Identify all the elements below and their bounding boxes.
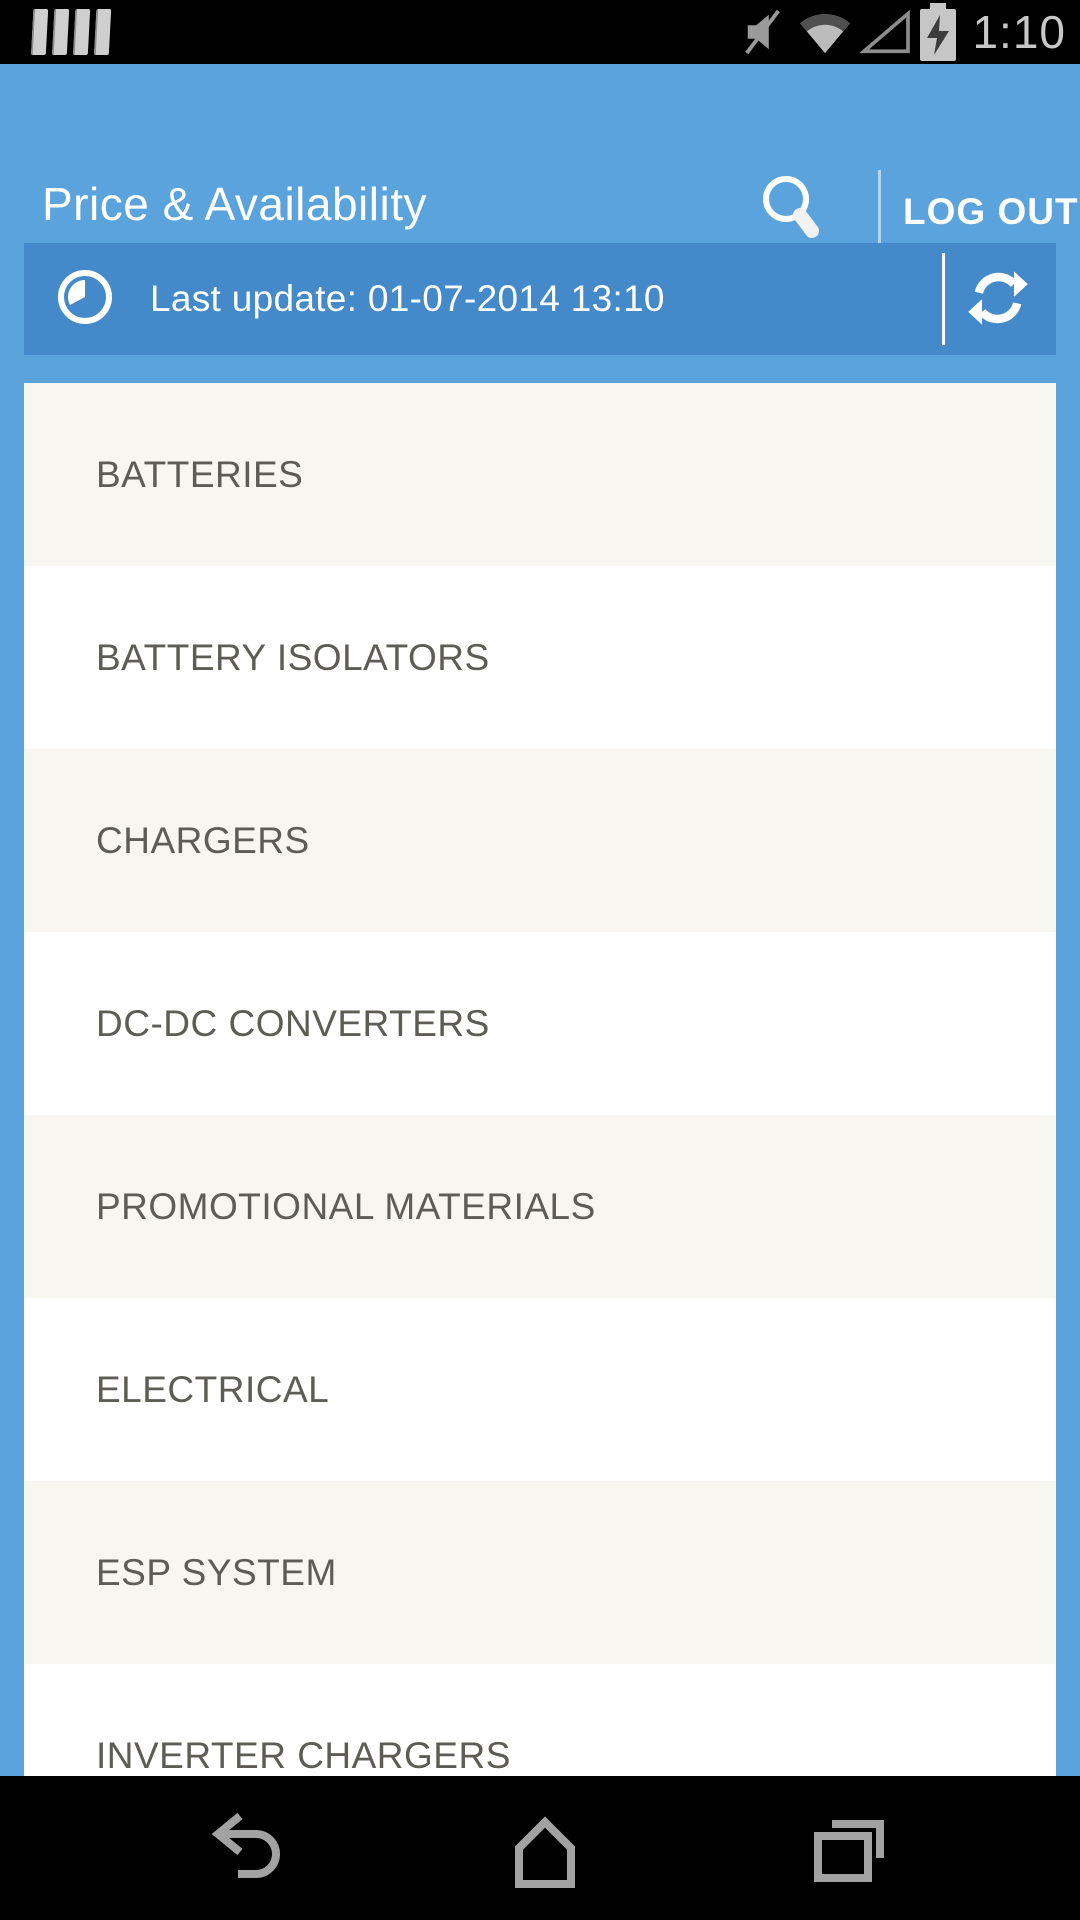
status-bar [0, 0, 1080, 64]
last-update-bar [24, 243, 1056, 355]
navigation-bar [0, 1776, 1080, 1920]
list-item-label: BATTERIES [96, 453, 304, 495]
refresh-button[interactable] [964, 265, 1032, 333]
page-title: Price & Availability [42, 178, 427, 230]
header-divider [878, 170, 881, 246]
refresh-icon [965, 265, 1031, 331]
mute-icon [742, 0, 786, 64]
clock-icon [56, 268, 114, 331]
list-item[interactable] [24, 1115, 1056, 1298]
list-item[interactable] [24, 566, 1056, 749]
update-bar-divider [942, 253, 945, 345]
list-item[interactable] [24, 1298, 1056, 1481]
logout-button[interactable]: LOG OUT [903, 191, 1079, 232]
recents-button[interactable] [798, 1808, 898, 1888]
list-item[interactable] [24, 932, 1056, 1115]
notification-app-icon [31, 9, 111, 55]
back-icon [198, 1808, 298, 1888]
wifi-icon [796, 0, 854, 64]
list-item[interactable] [24, 383, 1056, 566]
list-item-label: ESP SYSTEM [96, 1551, 337, 1593]
last-update-label: Last update: 01-07-2014 13:10 [150, 278, 665, 319]
search-icon [754, 169, 820, 239]
list-item-label: BATTERY ISOLATORS [96, 636, 490, 678]
action-bar [0, 64, 1080, 243]
list-item-label: DC-DC CONVERTERS [96, 1002, 490, 1044]
category-list [24, 383, 1056, 1776]
home-icon [495, 1808, 595, 1888]
list-item[interactable] [24, 1481, 1056, 1664]
cell-signal-icon [860, 0, 912, 64]
home-button[interactable] [495, 1808, 595, 1888]
battery-charging-icon [918, 0, 958, 64]
list-item-label: PROMOTIONAL MATERIALS [96, 1185, 596, 1227]
list-item-label: INVERTER CHARGERS [96, 1734, 511, 1776]
search-button[interactable] [752, 169, 822, 241]
list-item[interactable] [24, 749, 1056, 932]
list-item-label: ELECTRICAL [96, 1368, 330, 1410]
back-button[interactable] [198, 1808, 298, 1888]
status-time: 1:10 [972, 6, 1066, 58]
list-item-label: CHARGERS [96, 819, 310, 861]
recents-icon [798, 1808, 898, 1888]
